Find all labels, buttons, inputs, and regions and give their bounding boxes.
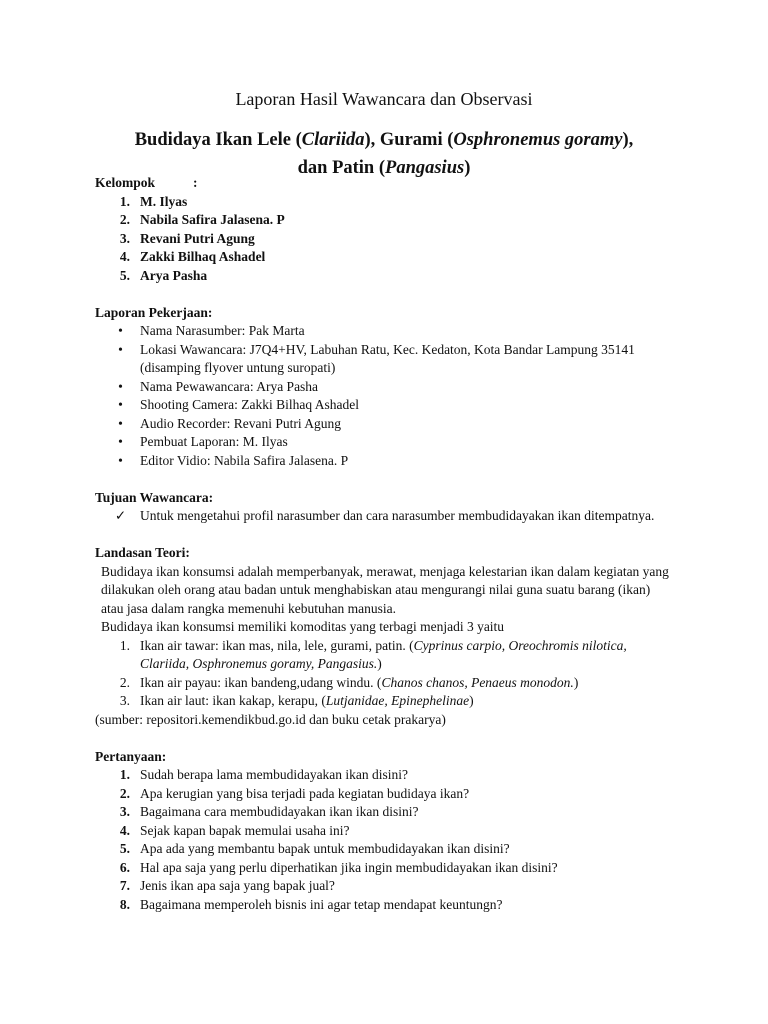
pertanyaan-heading: Pertanyaan:: [95, 748, 167, 764]
komoditas-text: ): [469, 693, 474, 708]
list-number: 5.: [119, 841, 130, 856]
komoditas-latin: Lutjanidae, Epinephelinae: [325, 693, 470, 708]
subtitle-latin-name: Osphronemus goramy: [453, 130, 623, 150]
member-name: Nabila Safira Jalasena. P: [140, 212, 285, 227]
komoditas-latin: Cyprinus carpio, Oreochromis nilotica, Clariida, Osphronemus goramy, Pangasius.: [140, 637, 627, 671]
list-item: [95, 507, 675, 526]
list-item-text: [140, 637, 675, 674]
komoditas-text: Ikan air tawar: ikan mas, nila, lele, gurami, patin. (: [140, 637, 414, 653]
list-item: [95, 452, 675, 471]
subtitle-text: ): [464, 158, 471, 178]
source-citation: (sumber: repositori.kemendikbud.go.id dan buku cetak prakarya): [95, 711, 446, 727]
question-text: Apa ada yang membantu bapak untuk membudidayakan ikan disini?: [140, 841, 510, 856]
document-title: Laporan Hasil Wawancara dan Observasi: [235, 89, 533, 109]
list-number: 4.: [119, 822, 130, 838]
bullet-icon: •: [118, 341, 123, 357]
list-number: 1.: [119, 193, 130, 209]
list-number: 5.: [119, 267, 130, 283]
list-item: [95, 859, 675, 878]
list-item-text: Pembuat Laporan: M. Ilyas: [140, 434, 288, 449]
subtitle-text: ),: [622, 130, 634, 150]
member-name: M. Ilyas: [140, 193, 188, 209]
member-name: Zakki Bilhaq Ashadel: [140, 249, 266, 264]
list-item: [95, 322, 675, 341]
list-item-text: Nama Pewawancara: Arya Pasha: [140, 378, 319, 394]
question-text: Bagaimana cara membudidayakan ikan ikan disini?: [140, 804, 419, 819]
list-item: [95, 692, 675, 711]
laporan-list: [95, 322, 675, 470]
pertanyaan-list: [95, 766, 675, 914]
tujuan-text: Untuk mengetahui profil narasumber dan cara narasumber membudidayakan ikan ditempatnya.: [140, 508, 655, 523]
list-item: [95, 637, 675, 674]
list-item: [95, 415, 675, 434]
komoditas-text: ): [377, 656, 382, 671]
list-item: [95, 674, 675, 693]
landasan-heading: Landasan Teori:: [95, 545, 190, 560]
list-item-text: Lokasi Wawancara: J7Q4+HV, Labuhan Ratu, Kec. Kedaton, Kota Bandar Lampung 35141 (disamping flyover untung suropati): [140, 341, 635, 375]
question-text: Apa kerugian yang bisa terjadi pada kegiatan budidaya ikan?: [140, 785, 470, 801]
komoditas-text: Ikan air laut: ikan kakap, kerapu, (: [140, 693, 326, 708]
list-item-text: Nama Narasumber: Pak Marta: [140, 323, 305, 338]
list-number: 1.: [119, 637, 130, 653]
list-item: [95, 896, 675, 915]
bullet-icon: •: [118, 378, 123, 394]
list-item: [95, 378, 675, 397]
list-number: 1.: [119, 767, 130, 782]
bullet-icon: •: [118, 415, 123, 431]
list-number: 4.: [119, 249, 130, 264]
bullet-icon: •: [118, 323, 123, 338]
bullet-icon: •: [118, 397, 123, 412]
list-item: [95, 822, 675, 841]
list-number: 3.: [119, 693, 130, 708]
checkmark-icon: ✓: [114, 508, 127, 523]
member-name: Revani Putri Agung: [140, 230, 255, 246]
subtitle-text: Budidaya Ikan Lele (: [134, 130, 302, 150]
komoditas-text: Ikan air payau: ikan bandeng,udang windu. (: [140, 674, 382, 690]
question-text: Jenis ikan apa saja yang bapak jual?: [140, 878, 335, 893]
list-number: 6.: [119, 859, 130, 875]
komoditas-list: [95, 637, 675, 711]
list-number: 2.: [119, 785, 130, 801]
list-item: [95, 211, 675, 230]
list-item: [95, 803, 675, 822]
list-item: [95, 785, 675, 804]
list-number: 3.: [119, 804, 130, 819]
list-item-text: [140, 674, 675, 693]
tujuan-heading: Tujuan Wawancara:: [95, 489, 214, 505]
list-item: [95, 766, 675, 785]
list-item: [95, 877, 675, 896]
list-number: 7.: [119, 878, 130, 893]
komoditas-text: ): [573, 674, 579, 690]
subtitle-text: dan Patin (: [297, 158, 386, 178]
list-item: [95, 230, 675, 249]
question-text: Sejak kapan bapak memulai usaha ini?: [140, 822, 350, 838]
bullet-icon: •: [118, 452, 123, 468]
question-text: Hal apa saja yang perlu diperhatikan jika ingin membudidayakan ikan disini?: [140, 859, 558, 875]
document-body: [95, 174, 675, 914]
list-item-text: Editor Vidio: Nabila Safira Jalasena. P: [140, 452, 349, 468]
list-number: 3.: [119, 230, 130, 246]
list-item: [95, 433, 675, 452]
list-item-text: Audio Recorder: Revani Putri Agung: [140, 415, 341, 431]
bullet-icon: •: [118, 434, 123, 449]
member-name: Arya Pasha: [140, 267, 208, 283]
kelompok-heading: [95, 174, 675, 193]
list-item: [95, 248, 675, 267]
laporan-heading: Laporan Pekerjaan:: [95, 304, 213, 320]
question-text: Bagaimana memperoleh bisnis ini agar tetap mendapat keuntungn?: [140, 896, 503, 912]
member-list: [95, 193, 675, 286]
list-number: 2.: [119, 212, 130, 227]
landasan-paragraph: Budidaya ikan konsumsi adalah memperbanyak, merawat, menjaga kelestarian ikan dalam kegiatan yang dilakukan oleh orang atau badan untuk menghabiskan atau mengurangi nilai guna suatu barang (ikan) atau jasa dalam rangka memenuhi kebutuhan manusia.: [101, 563, 669, 616]
kelompok-colon: :: [193, 175, 198, 190]
list-item-text: [140, 692, 675, 711]
kelompok-label: Kelompok: [95, 175, 156, 190]
list-item: [95, 840, 675, 859]
question-text: Sudah berapa lama membudidayakan ikan disini?: [140, 767, 409, 782]
list-item: [95, 193, 675, 212]
list-number: 8.: [119, 896, 130, 912]
subtitle-latin-name: Pangasius: [385, 158, 465, 178]
subtitle-text: ), Gurami (: [364, 130, 454, 150]
komoditas-latin: Chanos chanos, Penaeus monodon.: [381, 674, 574, 690]
subtitle-latin-name: Clariida: [301, 130, 365, 150]
list-item: [95, 341, 675, 378]
list-item: [95, 267, 675, 286]
list-number: 2.: [119, 674, 130, 690]
landasan-paragraph: Budidaya ikan konsumsi memiliki komoditas yang terbagi menjadi 3 yaitu: [101, 619, 505, 634]
list-item: [95, 396, 675, 415]
list-item-text: Shooting Camera: Zakki Bilhaq Ashadel: [140, 397, 359, 412]
